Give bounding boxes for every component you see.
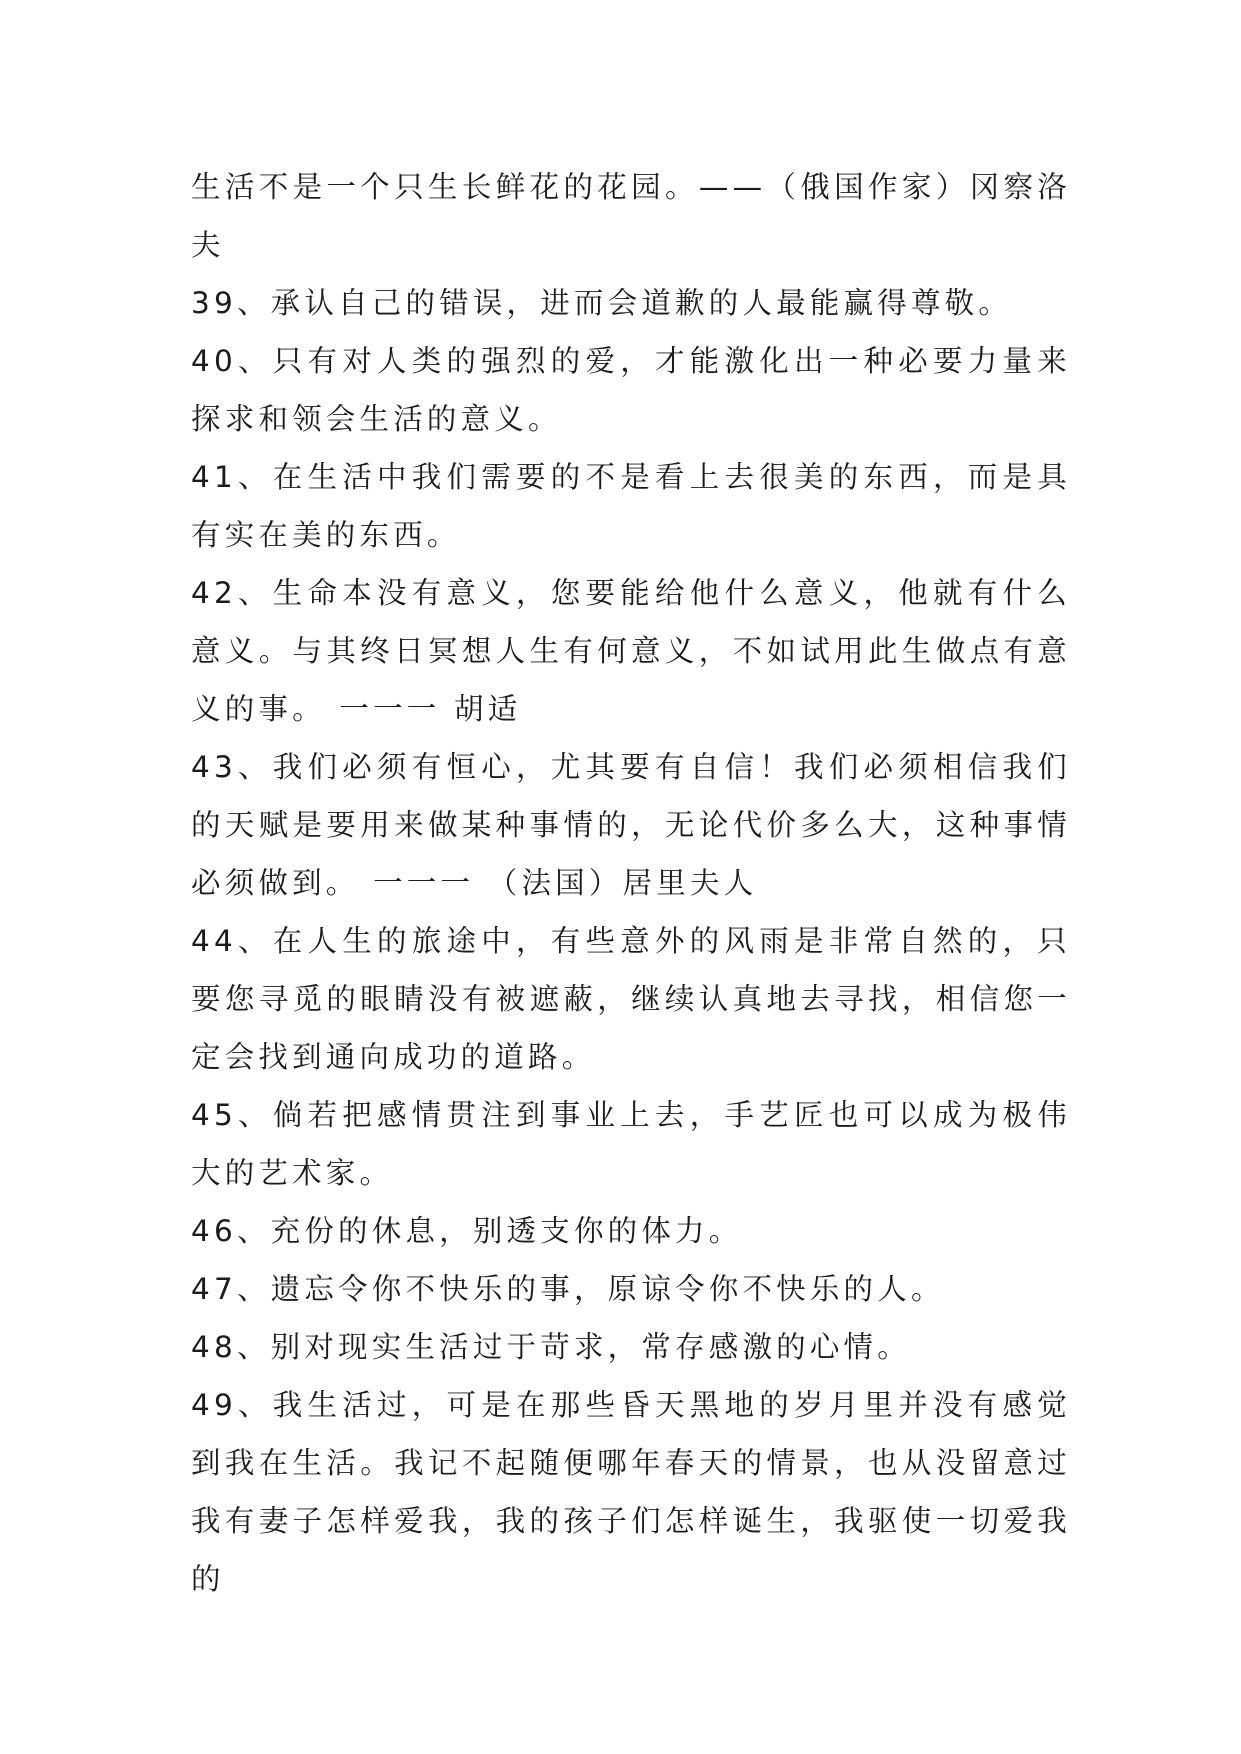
quote-paragraph: 45、倘若把感情贯注到事业上去，手艺匠也可以成为极伟大的艺术家。 <box>191 1098 1071 1190</box>
quote-paragraph: 49、我生活过，可是在那些昏天黑地的岁月里并没有感觉到我在生活。我记不起随便哪年春天的情景，也从没留意过我有妻子怎样爱我，我的孩子们怎样诞生，我驱使一切爱我的 <box>191 1388 1071 1596</box>
quote-paragraph: 39、承认自己的错误，进而会道歉的人最能赢得尊敬。 <box>191 286 1013 320</box>
quote-paragraph: 43、我们必须有恒心，尤其要有自信！我们必须相信我们的天赋是要用来做某种事情的，无论代价多么大，这种事情必须做到。 一一一 （法国）居里夫人 <box>191 750 1071 900</box>
quote-paragraph: 47、遗忘令你不快乐的事，原谅令你不快乐的人。 <box>191 1272 945 1306</box>
quote-paragraph: 41、在生活中我们需要的不是看上去很美的东西，而是具有实在美的东西。 <box>191 460 1071 552</box>
quote-paragraph: 42、生命本没有意义，您要能给他什么意义，他就有什么意义。与其终日冥想人生有何意义，不如试用此生做点有意义的事。 一一一 胡适 <box>191 576 1071 726</box>
quote-paragraph: 48、别对现实生活过于苛求，常存感激的心情。 <box>191 1330 911 1364</box>
quote-paragraph: 44、在人生的旅途中，有些意外的风雨是非常自然的，只要您寻觅的眼睛没有被遮蔽，继续认真地去寻找，相信您一定会找到通向成功的道路。 <box>191 924 1071 1074</box>
quote-paragraph: 生活不是一个只生长鲜花的花园。——（俄国作家）冈察洛夫 <box>191 170 1071 262</box>
document-body <box>191 158 1071 1608</box>
quote-paragraph: 46、充份的休息，别透支你的体力。 <box>191 1214 743 1248</box>
quote-paragraph: 40、只有对人类的强烈的爱，才能激化出一种必要力量来探求和领会生活的意义。 <box>191 344 1071 436</box>
